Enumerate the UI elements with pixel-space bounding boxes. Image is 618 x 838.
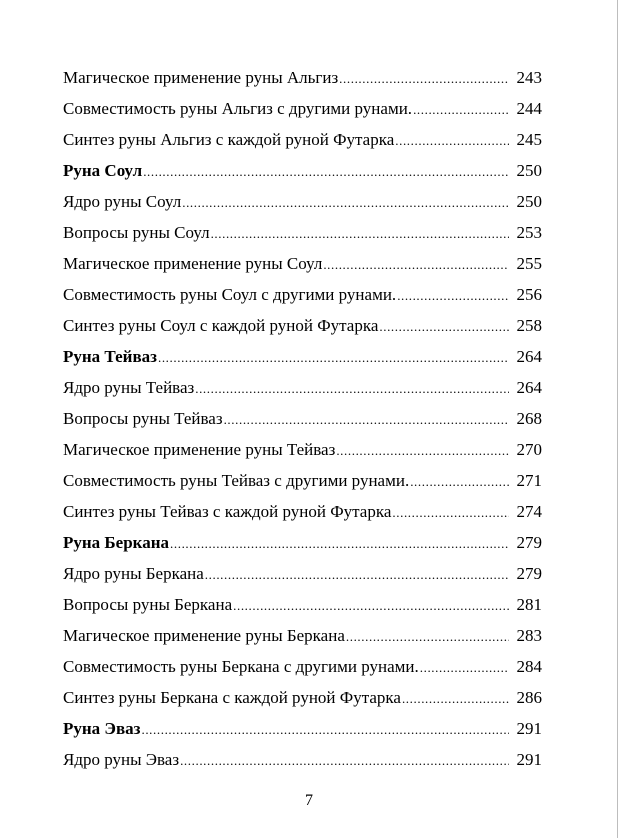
dot-leader bbox=[402, 683, 509, 714]
toc-entry bbox=[63, 620, 542, 651]
toc-entry-title: Синтез руны Беркана с каждой руной Футарка bbox=[63, 688, 401, 707]
toc-entry-title: Совместимость руны Соул с другими рунами. bbox=[63, 285, 397, 304]
toc-entry-title: Совместимость руны Альгиз с другими рунами. bbox=[63, 99, 413, 118]
toc-entry bbox=[63, 124, 542, 155]
dot-leader bbox=[397, 280, 509, 311]
toc-entry-page-number: 243 bbox=[516, 68, 542, 87]
toc-entry bbox=[63, 744, 542, 775]
toc-entry-page-number: 244 bbox=[516, 99, 542, 118]
toc-entry bbox=[63, 93, 542, 124]
toc-entry-title: Руна Тейваз bbox=[63, 347, 157, 366]
toc-entry bbox=[63, 403, 542, 434]
toc-entry-page-number: 255 bbox=[516, 254, 542, 273]
dot-leader bbox=[420, 652, 509, 683]
toc-entry-page-number: 250 bbox=[516, 192, 542, 211]
dot-leader bbox=[336, 435, 509, 466]
toc-entry-title: Синтез руны Альгиз с каждой руной Футарка bbox=[63, 130, 395, 149]
toc-entry-title: Вопросы руны Соул bbox=[63, 223, 210, 242]
toc-entry-title: Вопросы руны Беркана bbox=[63, 595, 233, 614]
dot-leader bbox=[211, 218, 509, 249]
dot-leader bbox=[158, 342, 509, 373]
toc-entry bbox=[63, 310, 542, 341]
dot-leader bbox=[233, 590, 509, 621]
dot-leader bbox=[323, 249, 509, 280]
dot-leader bbox=[346, 621, 509, 652]
toc-entry bbox=[63, 372, 542, 403]
toc-entry-title: Руна Соул bbox=[63, 161, 143, 180]
toc-entry bbox=[63, 186, 542, 217]
toc-entry-page-number: 281 bbox=[516, 595, 542, 614]
toc-entry bbox=[63, 558, 542, 589]
toc-entry-page-number: 283 bbox=[516, 626, 542, 645]
dot-leader bbox=[141, 714, 509, 745]
toc-entry bbox=[63, 279, 542, 310]
toc-entry-title: Вопросы руны Тейваз bbox=[63, 409, 223, 428]
toc-entry-page-number: 274 bbox=[516, 502, 542, 521]
toc-entry-page-number: 256 bbox=[516, 285, 542, 304]
toc-entry bbox=[63, 682, 542, 713]
dot-leader bbox=[195, 373, 509, 404]
toc-entry-title: Магическое применение руны Соул bbox=[63, 254, 323, 273]
toc-section-heading bbox=[63, 713, 542, 744]
toc-entry-page-number: 268 bbox=[516, 409, 542, 428]
toc-entry-title: Синтез руны Тейваз с каждой руной Футарка bbox=[63, 502, 392, 521]
toc-entry-page-number: 270 bbox=[516, 440, 542, 459]
toc-entry bbox=[63, 651, 542, 682]
toc-entry-page-number: 279 bbox=[516, 533, 542, 552]
toc-entry-title: Ядро руны Эваз bbox=[63, 750, 180, 769]
toc-entry-page-number: 264 bbox=[516, 347, 542, 366]
toc-entry-title: Совместимость руны Тейваз с другими рунами. bbox=[63, 471, 410, 490]
toc-entry bbox=[63, 434, 542, 465]
dot-leader bbox=[224, 404, 509, 435]
toc-entry-title: Руна Эваз bbox=[63, 719, 141, 738]
toc-entry-page-number: 253 bbox=[516, 223, 542, 242]
dot-leader bbox=[182, 187, 509, 218]
toc-entry-title: Ядро руны Соул bbox=[63, 192, 182, 211]
dot-leader bbox=[395, 125, 509, 156]
dot-leader bbox=[180, 745, 509, 776]
dot-leader bbox=[413, 94, 509, 125]
toc-entry-page-number: 279 bbox=[516, 564, 542, 583]
dot-leader bbox=[205, 559, 509, 590]
toc-entry-title: Магическое применение руны Альгиз bbox=[63, 68, 339, 87]
toc-entry-page-number: 264 bbox=[516, 378, 542, 397]
toc-entry bbox=[63, 496, 542, 527]
toc-section-heading bbox=[63, 341, 542, 372]
dot-leader bbox=[379, 311, 509, 342]
toc-entry-page-number: 291 bbox=[516, 719, 542, 738]
toc-entry bbox=[63, 589, 542, 620]
dot-leader bbox=[339, 63, 509, 94]
toc-entry-page-number: 284 bbox=[516, 657, 542, 676]
toc-entry bbox=[63, 62, 542, 93]
toc-section-heading bbox=[63, 155, 542, 186]
dot-leader bbox=[170, 528, 509, 559]
toc-entry-title: Ядро руны Тейваз bbox=[63, 378, 195, 397]
toc-entry-page-number: 245 bbox=[516, 130, 542, 149]
dot-leader bbox=[143, 156, 509, 187]
toc-entry-page-number: 250 bbox=[516, 161, 542, 180]
toc-entry-title: Синтез руны Соул с каждой руной Футарка bbox=[63, 316, 379, 335]
toc-entry-title: Ядро руны Беркана bbox=[63, 564, 204, 583]
toc-entry-title: Магическое применение руны Беркана bbox=[63, 626, 345, 645]
toc-entry-page-number: 258 bbox=[516, 316, 542, 335]
dot-leader bbox=[392, 497, 509, 528]
toc-entry-page-number: 271 bbox=[516, 471, 542, 490]
toc-entry bbox=[63, 248, 542, 279]
toc-entry-page-number: 286 bbox=[516, 688, 542, 707]
toc-section-heading bbox=[63, 527, 542, 558]
toc-entry bbox=[63, 465, 542, 496]
dot-leader bbox=[410, 466, 509, 497]
page-number: 7 bbox=[305, 792, 313, 809]
toc-entry-title: Совместимость руны Беркана с другими рунами. bbox=[63, 657, 419, 676]
table-of-contents bbox=[63, 62, 542, 775]
toc-entry-title: Руна Беркана bbox=[63, 533, 170, 552]
toc-entry-title: Магическое применение руны Тейваз bbox=[63, 440, 336, 459]
toc-entry-page-number: 291 bbox=[516, 750, 542, 769]
toc-entry bbox=[63, 217, 542, 248]
